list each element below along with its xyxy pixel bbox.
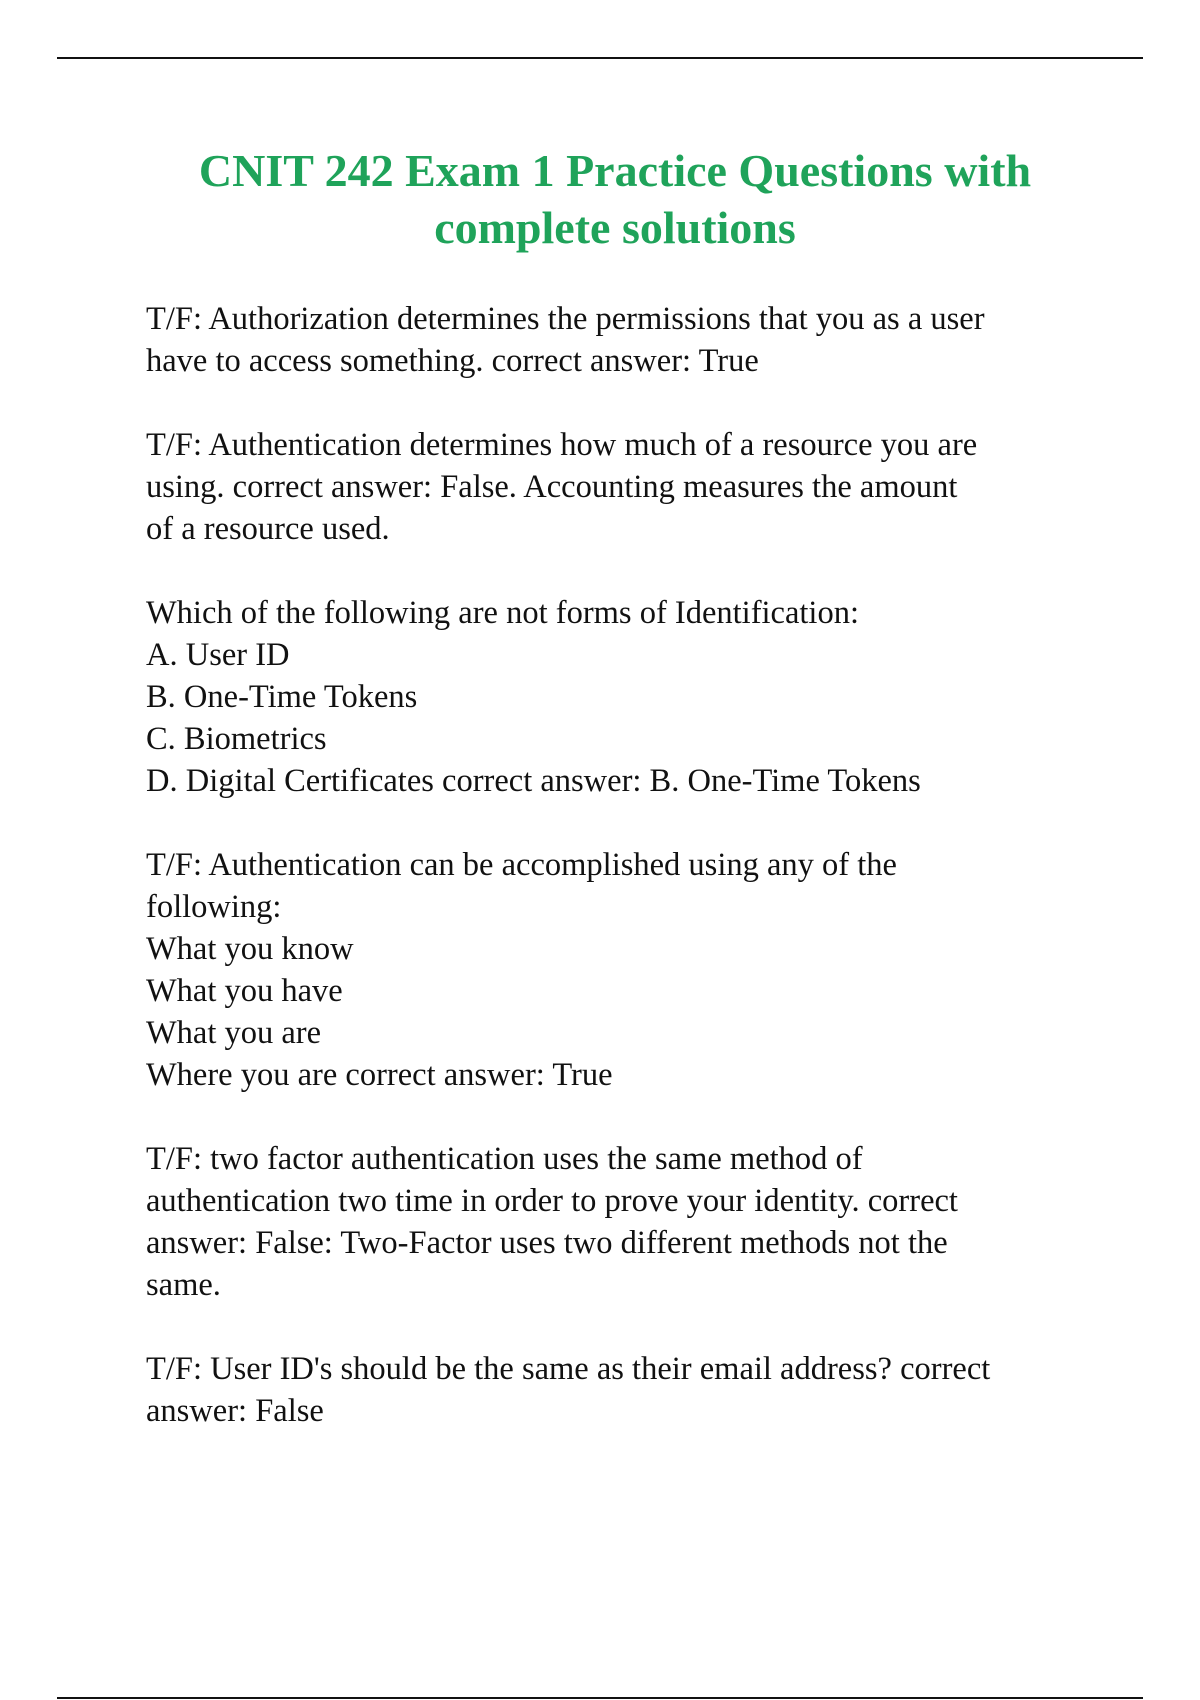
answer-option: What you have <box>146 973 343 1009</box>
question-text-line: authentication two time in order to prove your identity. correct <box>146 1183 958 1219</box>
answer-option: What you know <box>146 931 354 967</box>
question-text-line: T/F: two factor authentication uses the same method of <box>146 1141 863 1177</box>
question-text-line: following: <box>146 889 282 925</box>
page-title <box>100 142 1130 256</box>
question-list <box>146 298 1146 1474</box>
question-item <box>146 298 1146 382</box>
question-item <box>146 424 1146 550</box>
bottom-divider <box>57 1697 1143 1699</box>
answer-option: D. Digital Certificates correct answer: B. One-Time Tokens <box>146 763 921 799</box>
page-title-line-2: complete solutions <box>434 202 796 253</box>
answer-option: A. User ID <box>146 637 290 673</box>
question-text-line: answer: False: Two-Factor uses two different methods not the <box>146 1225 948 1261</box>
question-item <box>146 1348 1146 1432</box>
answer-option: B. One-Time Tokens <box>146 679 418 715</box>
question-text-line: answer: False <box>146 1393 324 1429</box>
question-text-line: T/F: Authentication determines how much of a resource you are <box>146 427 978 463</box>
answer-option: Where you are correct answer: True <box>146 1057 613 1093</box>
question-item <box>146 1138 1146 1306</box>
question-item <box>146 592 1146 802</box>
question-item <box>146 844 1146 1096</box>
question-text-line: Which of the following are not forms of Identification: <box>146 595 859 631</box>
question-text-line: of a resource used. <box>146 511 390 547</box>
question-text-line: have to access something. correct answer: True <box>146 343 759 379</box>
answer-option: What you are <box>146 1015 322 1051</box>
question-text-line: T/F: Authorization determines the permissions that you as a user <box>146 301 985 337</box>
answer-option: C. Biometrics <box>146 721 327 757</box>
page-title-line-1: CNIT 242 Exam 1 Practice Questions with <box>198 145 1032 196</box>
question-text-line: using. correct answer: False. Accounting measures the amount <box>146 469 958 505</box>
question-text-line: T/F: User ID's should be the same as their email address? correct <box>146 1351 991 1387</box>
question-text-line: T/F: Authentication can be accomplished using any of the <box>146 847 897 883</box>
question-text-line: same. <box>146 1267 221 1303</box>
top-divider <box>57 57 1143 59</box>
